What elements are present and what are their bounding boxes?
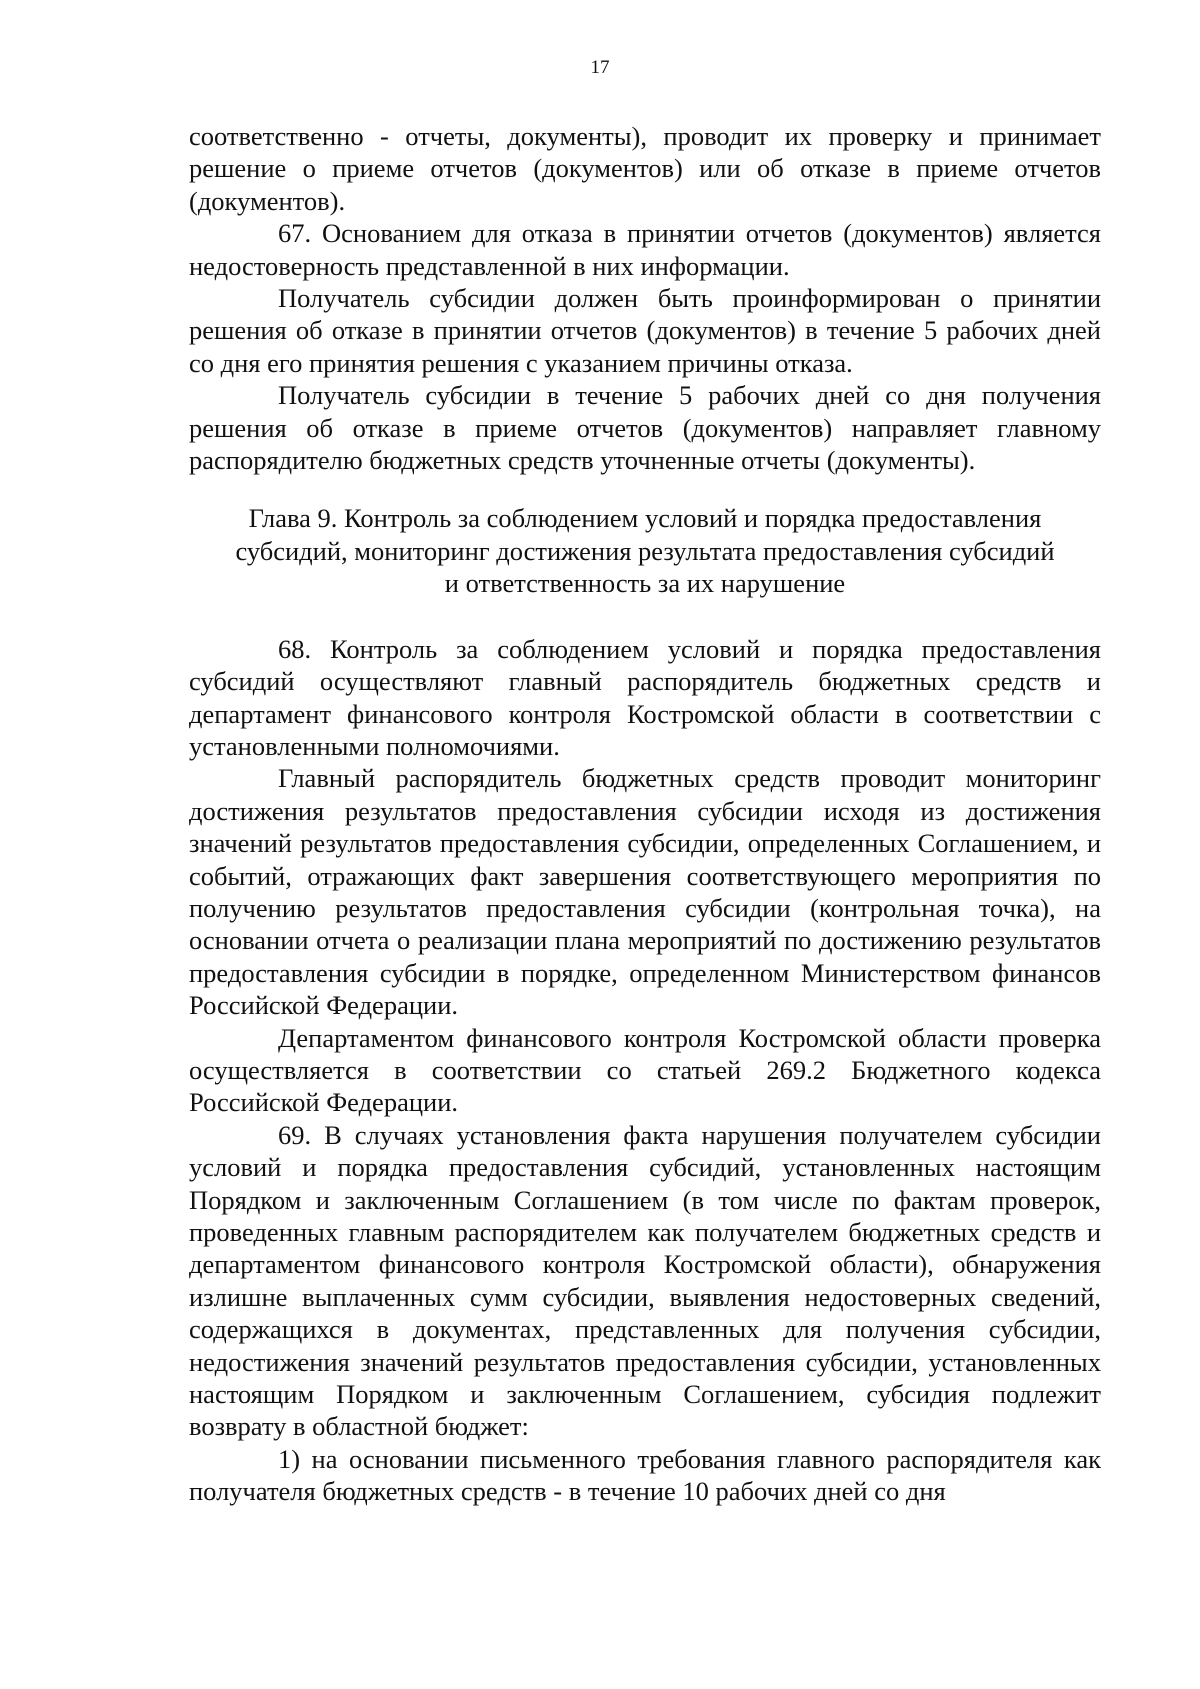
- paragraph-69-item-1: 1) на основании письменного требования главного распорядителя как получателя бюджетных средств - в течение 10 рабочих дней со дня: [189, 1443, 1101, 1507]
- chapter-heading: [189, 502, 1101, 599]
- chapter-heading-line-2: субсидий, мониторинг достижения результата предоставления субсидий: [235, 535, 1055, 566]
- paragraph-financial-control-check: Департаментом финансового контроля Костромской области проверка осуществляется в соответствии со статьей 269.2 Бюджетного кодекса Российской Федерации.: [189, 1022, 1101, 1118]
- chapter-heading-line-3: и ответственность за их нарушение: [444, 568, 846, 599]
- document-body: [189, 120, 1101, 1508]
- paragraph-69: 69. В случаях установления факта нарушения получателем субсидии условий и порядка предоставления субсидий, установленных настоящим Порядком и заключенным Соглашением (в том числе по фактам проверок, проведенных главным распорядителем как получателем бюджетных средств и департаментом финансового контроля Костромской области), обнаружения излишне выплаченных сумм субсидии, выявления недостоверных сведений, содержащихся в документах, представленных для получения субсидии, недостижения значений результатов предоставления субсидии, установленных настоящим Порядком и заключенным Соглашением, субсидия подлежит возврату в областной бюджет:: [189, 1119, 1101, 1442]
- page-number: 17: [590, 57, 610, 78]
- paragraph-recipient-notification: Получатель субсидии должен быть проинформирован о принятии решения об отказе в принятии отчетов (документов) в течение 5 рабочих дней со дня его принятия решения с указанием причины отказа.: [189, 283, 1101, 378]
- chapter-heading-line-1: Глава 9. Контроль за соблюдением условий и порядка предоставления: [248, 503, 1042, 534]
- paragraph-recipient-resubmission: Получатель субсидии в течение 5 рабочих дней со дня получения решения об отказе в приеме отчетов (документов) направляет главному распорядителю бюджетных средств уточненные отчеты (документы).: [189, 380, 1101, 476]
- paragraph-68: 68. Контроль за соблюдением условий и порядка предоставления субсидий осуществляют главный распорядитель бюджетных средств и департамент финансового контроля Костромской области в соответствии с установленными полномочиями.: [189, 633, 1101, 761]
- paragraph-continuation: соответственно - отчеты, документы), проводит их проверку и принимает решение о приеме отчетов (документов) или об отказе в приеме отчетов (документов).: [189, 121, 1101, 216]
- paragraph-monitoring: Главный распорядитель бюджетных средств проводит мониторинг достижения результатов предоставления субсидии исходя из достижения значений результатов предоставления субсидии, определенных Соглашением, и событий, отражающих факт завершения соответствующего мероприятия по получению результатов предоставления субсидии (контрольная точка), на основании отчета о реализации плана мероприятий по достижению результатов предоставления субсидии в порядке, определенном Министерством финансов Российской Федерации.: [189, 763, 1101, 1021]
- paragraph-67: 67. Основанием для отказа в принятии отчетов (документов) является недостоверность представленной в них информации.: [189, 218, 1101, 281]
